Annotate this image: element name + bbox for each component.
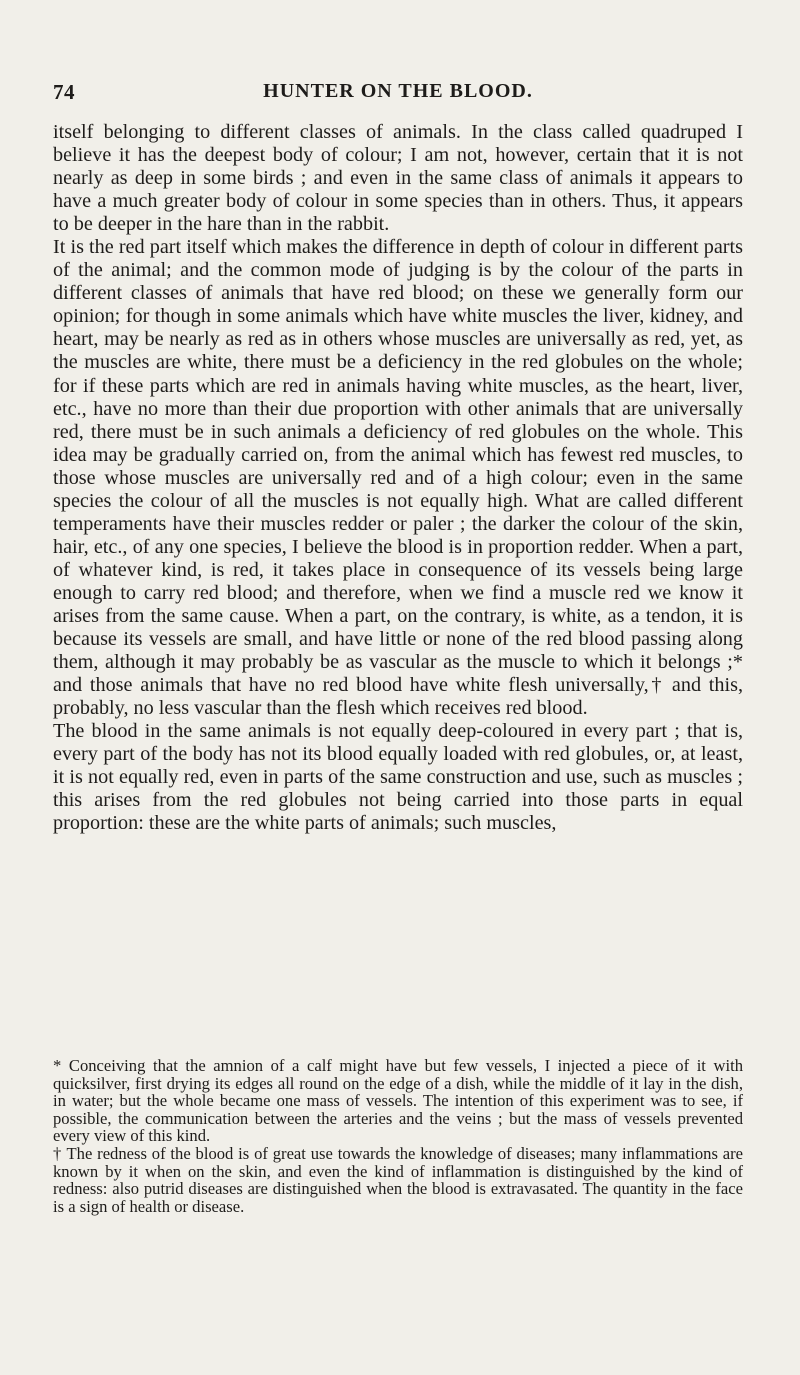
- body-paragraph: It is the red part itself which makes the difference in depth of colour in different parts of the animal; and the common mode of judging is by the colour of the parts in different classes of animals that have red blood; on these we generally form our opinion; for though in some animals which have white muscles the liver, kidney, and heart, may be nearly as red as in others whose muscles are universally as red, yet, as the muscles are white, there must be a deficiency in the red globules on the whole; for if these parts which are red in animals having white muscles, as the heart, liver, etc., have no more than their due proportion with other animals that are universally red, there must be in such animals a deficiency of red globules on the whole. This idea may be gradually carried on, from the animal which has fewest red muscles, to those whose muscles are universally red and of a high colour; even in the same species the colour of all the muscles is not equally high. What are called different temperaments have their muscles redder or paler ; the darker the colour of the skin, hair, etc., of any one species, I believe the blood is in proportion redder. When a part, of whatever kind, is red, it takes place in consequence of its vessels being large enough to carry red blood; and therefore, when we find a muscle red we know it arises from the same cause. When a part, on the contrary, is white, as a tendon, it is because its vessels are small, and have little or none of the red blood passing along them, although it may probably be as vascular as the muscle to which it belongs ;* and those animals that have no red blood have white flesh universally,† and this, probably, no less vascular than the flesh which receives red blood.: [53, 236, 743, 720]
- page-header: [53, 80, 743, 110]
- footnotes: [53, 1057, 743, 1215]
- body-text: [53, 121, 743, 835]
- body-paragraph: itself belonging to different classes of animals. In the class called quadruped I believe it has the deepest body of colour; I am not, however, certain that it is not nearly as deep in some birds ; and even in the same class of animals it appears to have a much greater body of colour in some species than in others. Thus, it appears to be deeper in the hare than in the rabbit.: [53, 121, 743, 236]
- body-paragraph: The blood in the same animals is not equally deep-coloured in every part ; that is, every part of the body has not its blood equally loaded with red globules, or, at least, it is not equally red, even in parts of the same construction and use, such as muscles ; this arises from the red globules not being carried into those parts in equal proportion: these are the white parts of animals; such muscles,: [53, 720, 743, 835]
- page-number: 74: [53, 80, 75, 104]
- footnote: * Conceiving that the amnion of a calf might have but few vessels, I injected a piece of it with quicksilver, first drying its edges all round on the edge of a dish, while the middle of it lay in the dish, in water; but the whole became one mass of vessels. The intention of this experiment was to see, if possible, the communication between the arteries and the veins ; but the mass of vessels prevented every view of this kind.: [53, 1056, 743, 1146]
- running-head: HUNTER ON THE BLOOD.: [263, 80, 533, 102]
- footnote: † The redness of the blood is of great use towards the knowledge of diseases; many inflammations are known by it when on the skin, and even the kind of inflammation is distinguished by the kind of redness: also putrid diseases are distinguished when the blood is extravasated. The quantity in the face is a sign of health or disease.: [53, 1143, 743, 1216]
